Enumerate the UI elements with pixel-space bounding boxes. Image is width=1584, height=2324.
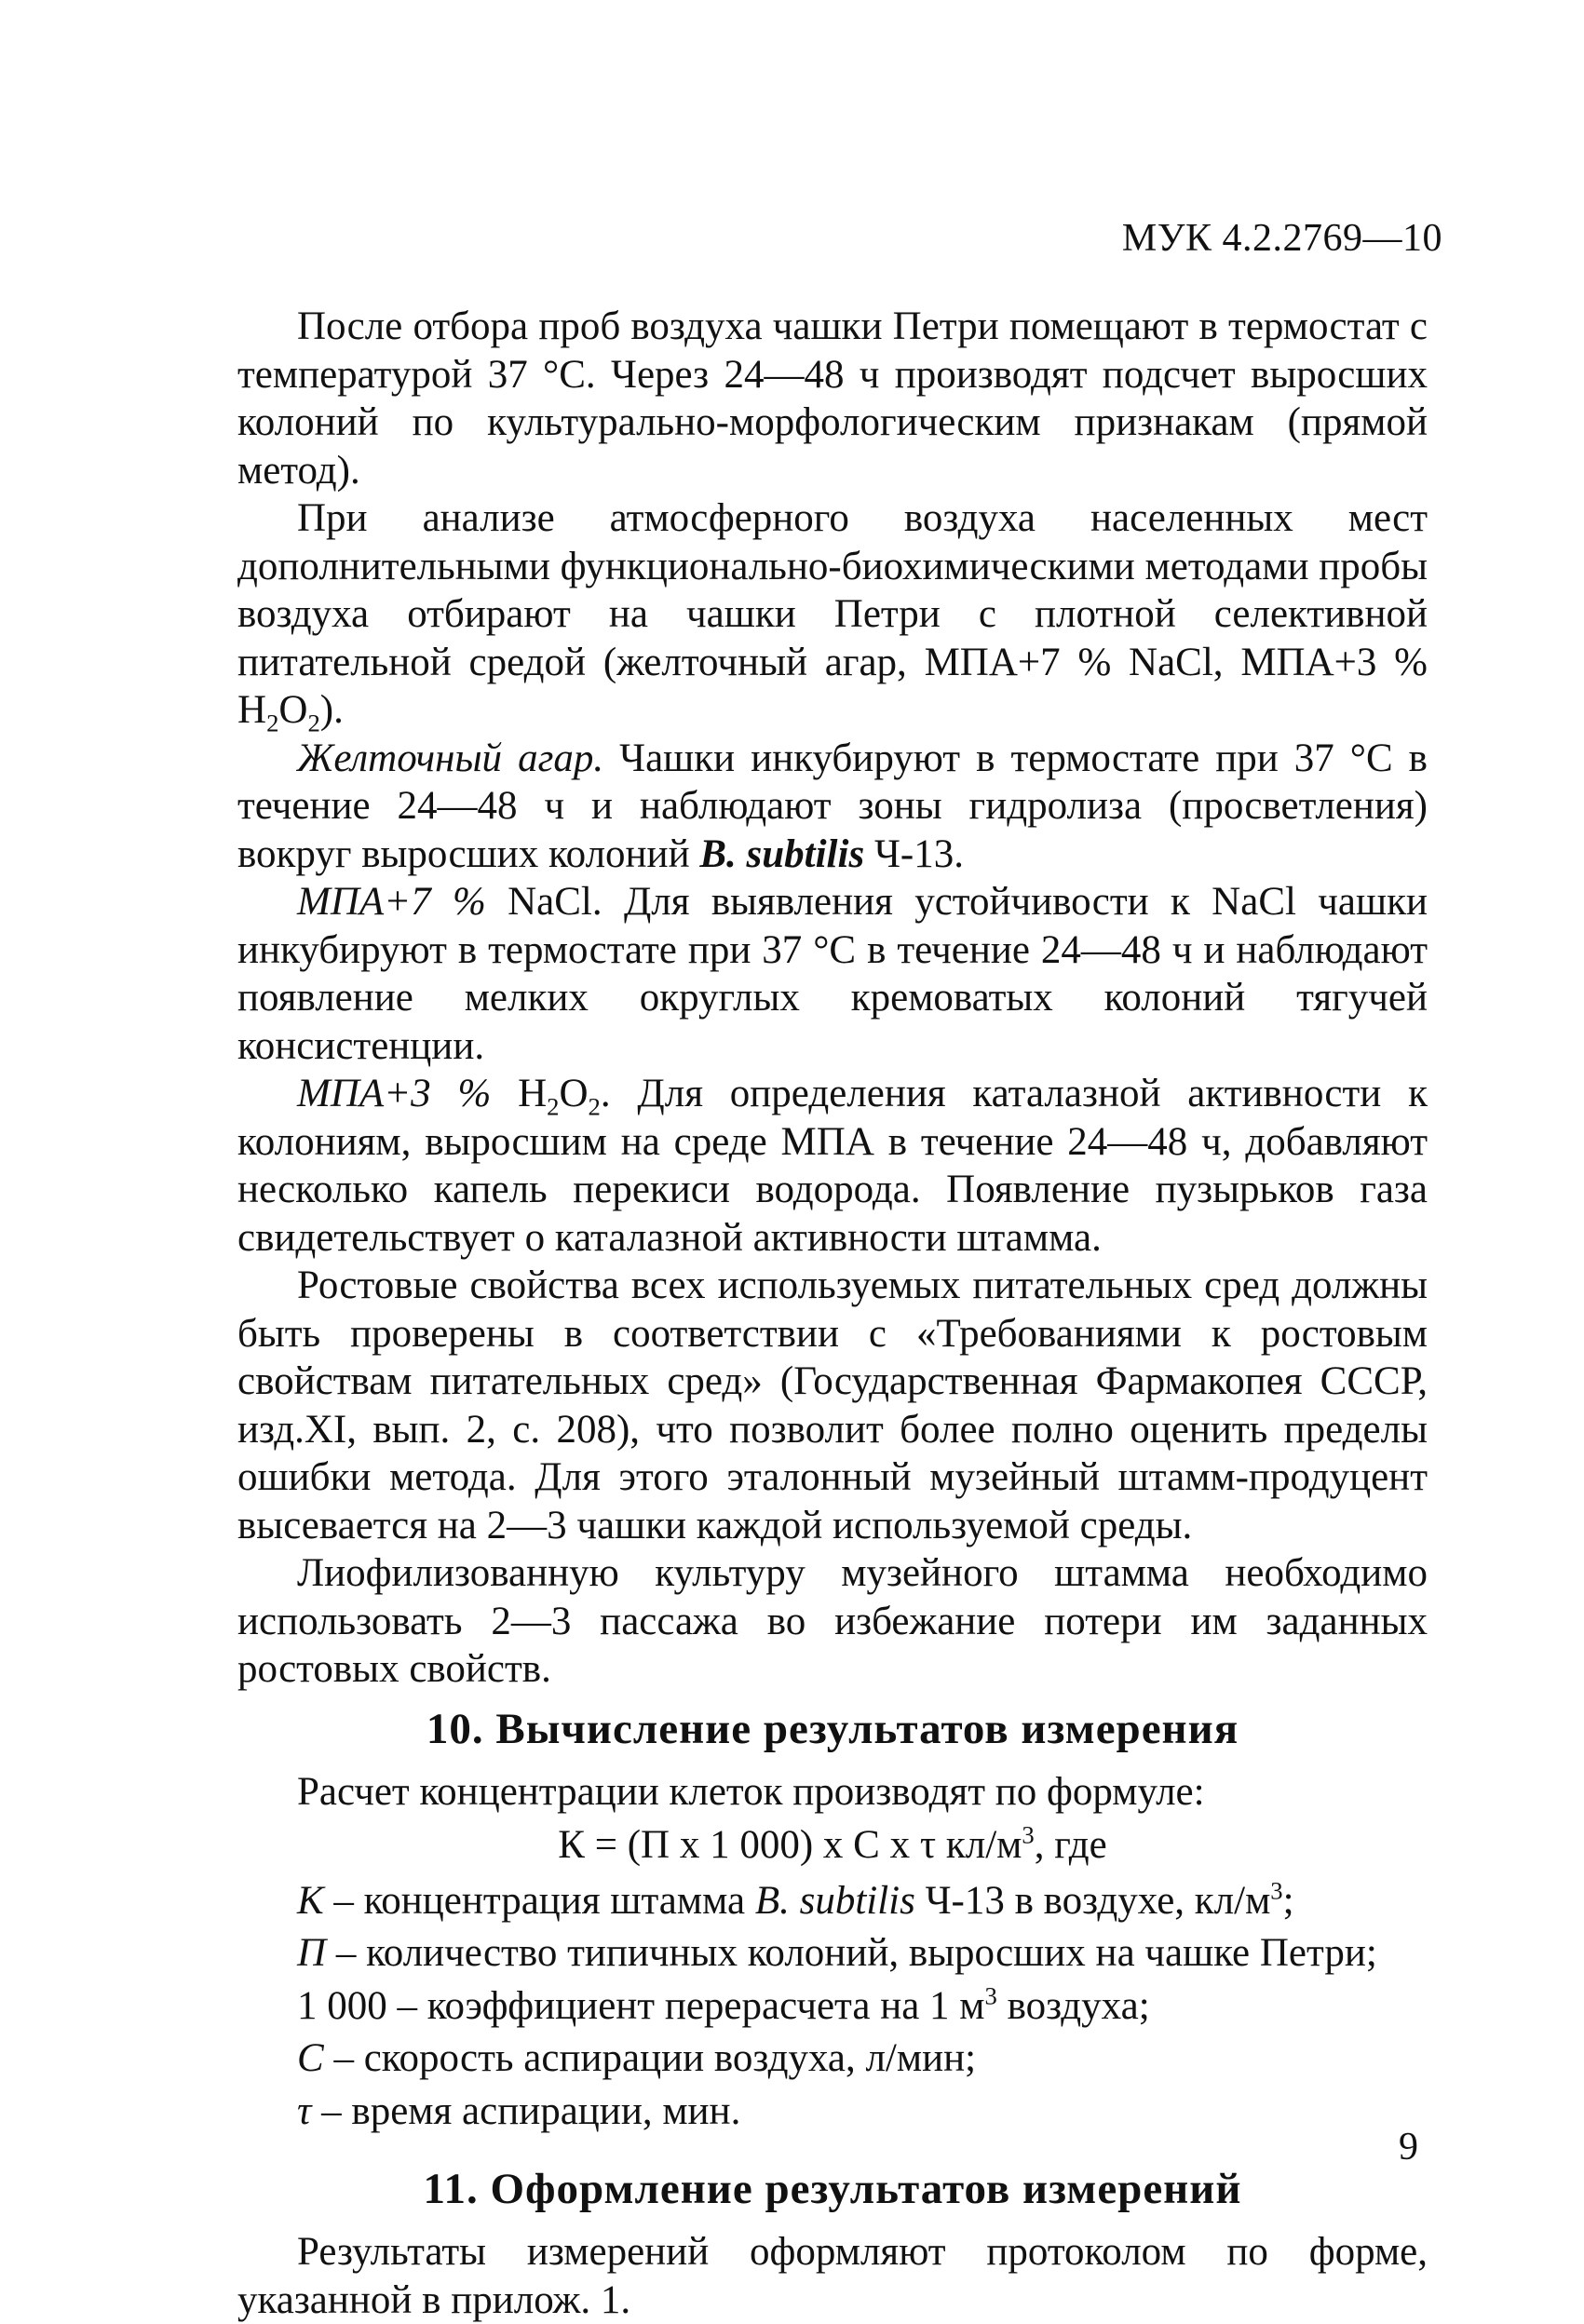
strain-name: B. subtilis (699, 831, 865, 876)
definition-p: П – количество типичных колоний, выросших на чашке Петри; (297, 1931, 1377, 1975)
definition-c: С – скорость аспирации воздуха, л/мин; (297, 2036, 977, 2080)
section-10-heading: 10. Вычисление результатов измерения (426, 1704, 1239, 1753)
mpa-nacl-label: МПА+7 % (297, 880, 486, 924)
paragraph-sampling: После отбора проб воздуха чашки Петри помещают в термостат с температурой 37 °С. Через 24—48 ч производят подсчет выросших колоний по культурально-морфологическим признакам (прямой метод). (237, 304, 1428, 493)
concentration-formula: К = (П х 1 000) х С х τ $кл/м^3$, где (558, 1820, 1107, 1867)
document-body (237, 303, 1428, 2324)
paragraph-results-registration: Результаты измерений оформляют протоколом по форме, указанной в прилож. 1. (237, 2230, 1428, 2322)
paragraph-lyophilized-culture: Лиофилизованную культуру музейного штамма необходимо использовать 2—3 пассажа во избежание потери им заданных ростовых свойств. (237, 1551, 1428, 1691)
yolk-agar-label: Желточный агар. (297, 736, 604, 780)
paragraph-atmospheric-analysis: При анализе атмосферного воздуха населенных мест дополнительными функционально-биохимическими методами пробы воздуха отбирают на чашки Петри с плотной селективной питательной средой (желточный агар, МПА+7 % NaCl, МПА+3 % $H_2O_2$). (237, 496, 1428, 737)
paragraph-yolk-agar: Желточный агар. Чашки инкубируют в термостате при 37 °С в течение 24—48 ч и наблюдают зоны гидролиза (просветления) вокруг выросших колоний B. subtilis Ч-13. (237, 736, 1428, 876)
mpa-h2o2-label: МПА+3 % (297, 1072, 492, 1115)
document-code: МУК 4.2.2769—10 (1121, 217, 1442, 260)
section-11-heading: 11. Оформление результатов измерений (423, 2165, 1242, 2213)
formula-intro: Расчет концентрации клеток производят по формуле: (297, 1769, 1205, 1814)
definition-tau: τ – время аспирации, мин. (297, 2088, 741, 2133)
definition-coefficient: 1 000 – коэффициент перерасчета на 1 $м^3$ воздуха; (297, 1981, 1150, 2028)
paragraph-growth-properties: Ростовые свойства всех используемых питательных сред должны быть проверены в соответствии с «Требованиями к ростовым свойствам питательных сред» (Государственная Фармакопея СССР, изд.XI, вып. 2, с. 208), что позволит более полно оценить пределы ошибки метода. Для этого эталонный музейный штамм-продуцент высевается на 2—3 чашки каждой используемой среды. (237, 1263, 1428, 1547)
page-number: 9 (1399, 2126, 1418, 2169)
paragraph-mpa-h2o2: МПА+3 % $H_2O_2$. Для определения каталазной активности к колониям, выросшим на среде МПА в течение 24—48 ч, добавляют несколько капель перекиси водорода. Появление пузырьков газа свидетельствует о каталазной активности штамма. (237, 1072, 1428, 1260)
definition-k: К – концентрация штамма B. subtilis Ч-13 в воздухе, $кл/м^3$; (297, 1876, 1294, 1923)
paragraph-mpa-nacl: МПА+7 % NaCl. Для выявления устойчивости к NaCl чашки инкубируют в термостате при 37 °С в течение 24—48 ч и наблюдают появление мелких округлых кремоватых колоний тягучей консистенции. (237, 880, 1428, 1068)
